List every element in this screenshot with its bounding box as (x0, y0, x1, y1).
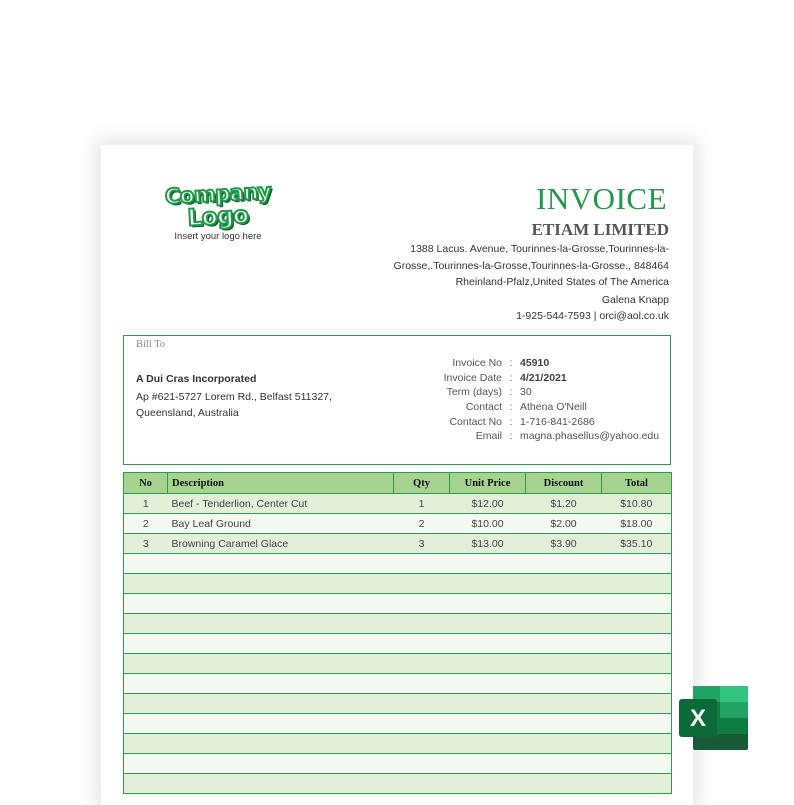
empty-row (124, 614, 672, 634)
company-contact-name: Galena Knapp (601, 294, 669, 306)
bill-to-box (123, 335, 671, 465)
header-no: No (124, 473, 168, 494)
logo-line-2: Logo (186, 202, 249, 232)
table-header-row (124, 473, 672, 494)
company-name: ETIAM LIMITED (531, 220, 669, 239)
meta-colon: : (509, 386, 513, 399)
header-description: Description (168, 473, 394, 494)
cell-no: 2 (124, 514, 168, 534)
company-logo (159, 179, 277, 242)
invoice-meta (414, 357, 659, 445)
company-contact-line: 1-925-544-7593 | orci@aol.co.uk (516, 310, 669, 322)
meta-value: Athena O'Neill (520, 401, 587, 414)
meta-row-email (414, 430, 659, 445)
meta-colon: : (509, 371, 513, 384)
header-discount: Discount (526, 473, 602, 494)
meta-colon: : (509, 401, 513, 414)
meta-row-contact (414, 401, 659, 416)
meta-value: 45910 (520, 357, 550, 369)
empty-row (124, 574, 672, 594)
meta-label: Invoice Date (443, 371, 502, 384)
meta-row-invoice-no (414, 357, 659, 372)
cell-description: Bay Leaf Ground (168, 514, 394, 534)
empty-row (124, 714, 672, 734)
meta-label: Term (days) (446, 386, 502, 399)
bill-to-label: Bill To (136, 339, 166, 350)
company-address (369, 241, 669, 291)
empty-row (124, 734, 672, 754)
meta-label: Invoice No (452, 357, 502, 369)
header-unit-price: Unit Price (450, 473, 526, 494)
address-line: Rheinland-Pfalz,United States of The America (455, 276, 669, 288)
client-name: A Dui Cras Incorporated (136, 373, 257, 385)
cell-discount: $2.00 (526, 514, 602, 534)
empty-row (124, 694, 672, 714)
meta-value: 30 (520, 386, 532, 399)
address-line: Grosse,.Tourinnes-la-Grosse,Tourinnes-la-Grosse., 848464 (393, 259, 669, 272)
cell-description: Beef - Tenderlion, Center Cut (168, 494, 394, 514)
table-row (124, 514, 672, 534)
cell-total: $18.00 (602, 514, 672, 534)
meta-label: Email (475, 430, 502, 443)
cell-total: $35.10 (602, 534, 672, 554)
invoice-title: INVOICE (536, 181, 667, 216)
cell-no: 3 (124, 534, 168, 554)
empty-row (124, 654, 672, 674)
cell-description: Browning Caramel Glace (168, 534, 394, 554)
address-line: 1388 Lacus. Avenue, Tourinnes-la-Grosse,Tourinnes-la- (410, 243, 669, 255)
meta-row-contact-no (414, 416, 659, 431)
empty-row (124, 674, 672, 694)
empty-row (124, 594, 672, 614)
meta-value: magna.phasellus@yahoo.edu (520, 430, 660, 443)
logo-caption: Insert your logo here (174, 231, 262, 242)
empty-row (124, 554, 672, 574)
cell-qty: 3 (394, 534, 450, 554)
meta-colon: : (509, 430, 513, 443)
client-address: Ap #621-5727 Lorem Rd., Belfast 511327, Queensland, Australia (136, 391, 332, 419)
cell-no: 1 (124, 494, 168, 514)
empty-row (124, 754, 672, 774)
table-row (124, 534, 672, 554)
empty-row (124, 774, 672, 794)
meta-value: 4/21/2021 (520, 371, 567, 384)
cell-total: $10.80 (602, 494, 672, 514)
cell-unit-price: $13.00 (450, 534, 526, 554)
meta-label: Contact (465, 401, 502, 414)
table-row (124, 494, 672, 514)
excel-icon (679, 686, 748, 750)
meta-colon: : (509, 357, 513, 369)
meta-label: Contact No (449, 415, 502, 428)
meta-colon: : (509, 415, 513, 428)
meta-row-invoice-date (414, 372, 659, 387)
excel-letter: X (689, 705, 707, 732)
logo-line-1: Company (164, 179, 272, 209)
cell-discount: $3.90 (526, 534, 602, 554)
invoice-sheet (101, 145, 693, 805)
empty-row (124, 634, 672, 654)
meta-value: 1-716-841-2686 (520, 415, 595, 428)
cell-discount: $1.20 (526, 494, 602, 514)
header-qty: Qty (394, 473, 450, 494)
meta-row-term (414, 386, 659, 401)
header-total: Total (602, 473, 672, 494)
cell-qty: 2 (394, 514, 450, 534)
cell-qty: 1 (394, 494, 450, 514)
cell-unit-price: $10.00 (450, 514, 526, 534)
cell-unit-price: $12.00 (450, 494, 526, 514)
line-items-table (123, 472, 672, 794)
